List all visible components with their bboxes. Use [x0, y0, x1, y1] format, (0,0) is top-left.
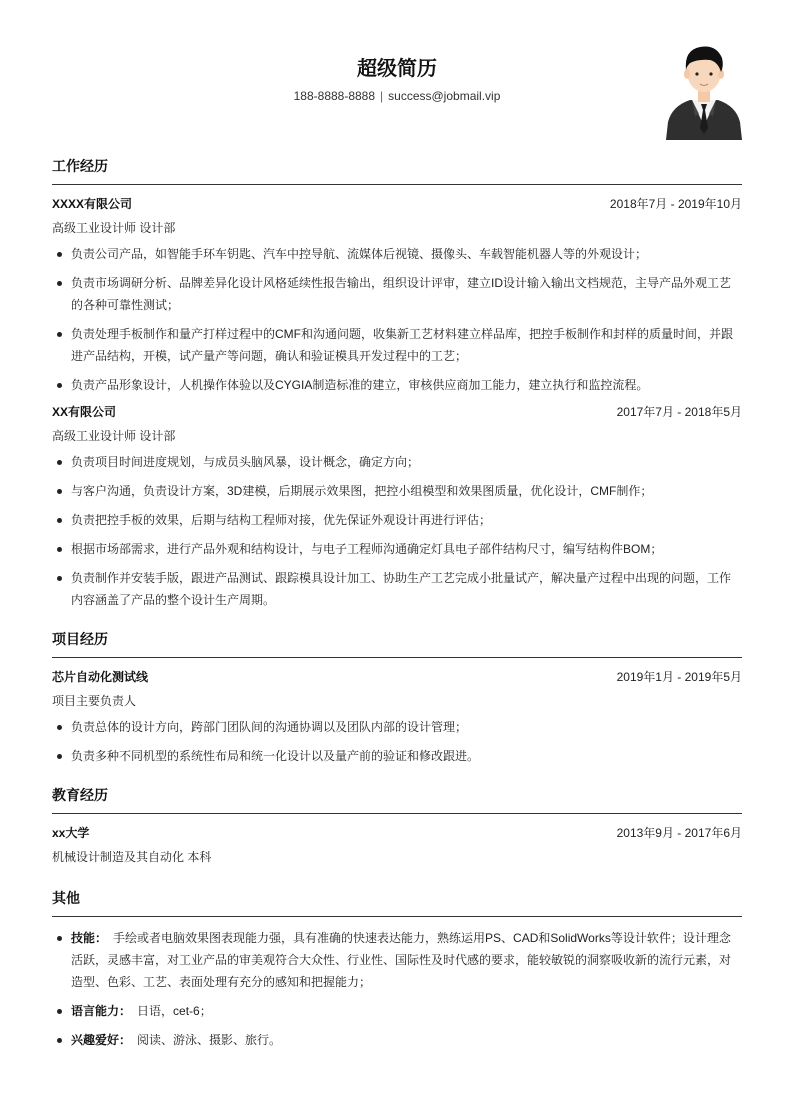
entry-header — [52, 195, 742, 213]
entry-header — [52, 403, 742, 421]
education-section — [52, 785, 742, 866]
phone-number: 188-8888-8888 — [293, 89, 376, 103]
entry-header — [52, 668, 742, 686]
project-name: 芯片自动化测试线 — [52, 670, 149, 684]
bullet-item: 负责公司产品，如智能手环车钥匙、汽车中控导航、流媒体后视镜、摄像头、车载智能机器人等的外观设计； — [52, 243, 742, 265]
section-title-work: 工作经历 — [52, 156, 742, 185]
entry-header — [52, 824, 742, 842]
bullet-item — [52, 1029, 742, 1051]
bullet-list — [52, 451, 742, 611]
education-entry — [52, 824, 742, 866]
bullet-item — [52, 1000, 742, 1022]
date-range: 2018年7月 - 2019年10月 — [609, 197, 742, 211]
item-text: 阅读、游泳、摄影、旅行。 — [137, 1033, 282, 1047]
item-label: 技能： — [71, 931, 108, 945]
bullet-item — [52, 927, 742, 993]
work-experience-section — [52, 156, 742, 611]
date-range: 2019年1月 - 2019年5月 — [616, 670, 742, 684]
company-name: XX有限公司 — [52, 405, 117, 419]
bullet-item: 负责多种不同机型的系统性布局和统一化设计以及量产前的验证和修改跟进。 — [52, 745, 742, 767]
bullet-item: 负责产品形象设计，人机操作体验以及CYGIA制造标准的建立，审核供应商加工能力，建立执行和监控流程。 — [52, 374, 742, 396]
section-title-other: 其他 — [52, 888, 742, 917]
work-entry — [52, 403, 742, 611]
date-range: 2013年9月 - 2017年6月 — [616, 826, 742, 840]
item-label: 兴趣爱好： — [71, 1033, 132, 1047]
project-role: 项目主要负责人 — [52, 694, 137, 708]
bullet-item: 负责把控手板的效果，后期与结构工程师对接，优先保证外观设计再进行评估； — [52, 509, 742, 531]
bullet-item: 负责制作并安装手版，跟进产品测试、跟踪模具设计加工、协助生产工艺完成小批量试产，解决量产过程中出现的问题，工作内容涵盖了产品的整个设计生产周期。 — [52, 567, 742, 611]
contact-line — [52, 89, 742, 103]
school-name: xx大学 — [52, 826, 90, 840]
resume-page — [52, 0, 742, 1069]
bullet-list — [52, 243, 742, 396]
project-experience-section — [52, 629, 742, 767]
item-text: 手绘或者电脑效果图表现能力强，具有准确的快速表达能力，熟练运用PS、CAD和SolidWorks等设计软件；设计理念活跃，灵感丰富，对工业产品的审美观符合大众性、行业性、国际性及时代感的要求，能较敏锐的洞察吸收新的流行元素，对造型、色彩、工艺、表面处理有充分的感知和把握能力； — [71, 931, 732, 989]
item-label: 语言能力： — [71, 1004, 132, 1018]
bullet-list — [52, 927, 742, 1051]
bullet-item: 根据市场部需求，进行产品外观和结构设计，与电子工程师沟通确定灯具电子部件结构尺寸，编写结构件BOM； — [52, 538, 742, 560]
bullet-item: 负责处理手板制作和量产打样过程中的CMF和沟通问题，收集新工艺材料建立样品库，把控手板制作和封样的质量时间，并跟进产品结构，开模，试产量产等问题，确认和验证模具开发过程中的工艺； — [52, 323, 742, 367]
contact-separator: | — [380, 89, 384, 103]
businessman-avatar-icon — [666, 40, 742, 140]
work-entry — [52, 195, 742, 396]
company-name: XXXX有限公司 — [52, 197, 133, 211]
job-title: 高级工业设计师 设计部 — [52, 429, 176, 443]
resume-header — [52, 0, 742, 140]
date-range: 2017年7月 - 2018年5月 — [616, 405, 742, 419]
bullet-item: 负责项目时间进度规划，与成员头脑风暴，设计概念，确定方向； — [52, 451, 742, 473]
bullet-list — [52, 716, 742, 767]
bullet-item: 与客户沟通，负责设计方案，3D建模，后期展示效果图，把控小组模型和效果图质量，优化设计，CMF制作； — [52, 480, 742, 502]
item-text: 日语，cet-6； — [137, 1004, 212, 1018]
section-title-education: 教育经历 — [52, 785, 742, 814]
section-title-project: 项目经历 — [52, 629, 742, 658]
candidate-name: 超级简历 — [357, 58, 437, 80]
bullet-item: 负责市场调研分析、品牌差异化设计风格延续性报告输出，组织设计评审，建立ID设计输入输出文档规范，主导产品外观工艺的各种可靠性测试； — [52, 272, 742, 316]
other-section — [52, 888, 742, 1051]
bullet-item: 负责总体的设计方向，跨部门团队间的沟通协调以及团队内部的设计管理； — [52, 716, 742, 738]
degree-major: 机械设计制造及其自动化 本科 — [52, 850, 212, 864]
email-address: success@jobmail.vip — [388, 89, 501, 103]
project-entry — [52, 668, 742, 767]
job-title: 高级工业设计师 设计部 — [52, 221, 176, 235]
